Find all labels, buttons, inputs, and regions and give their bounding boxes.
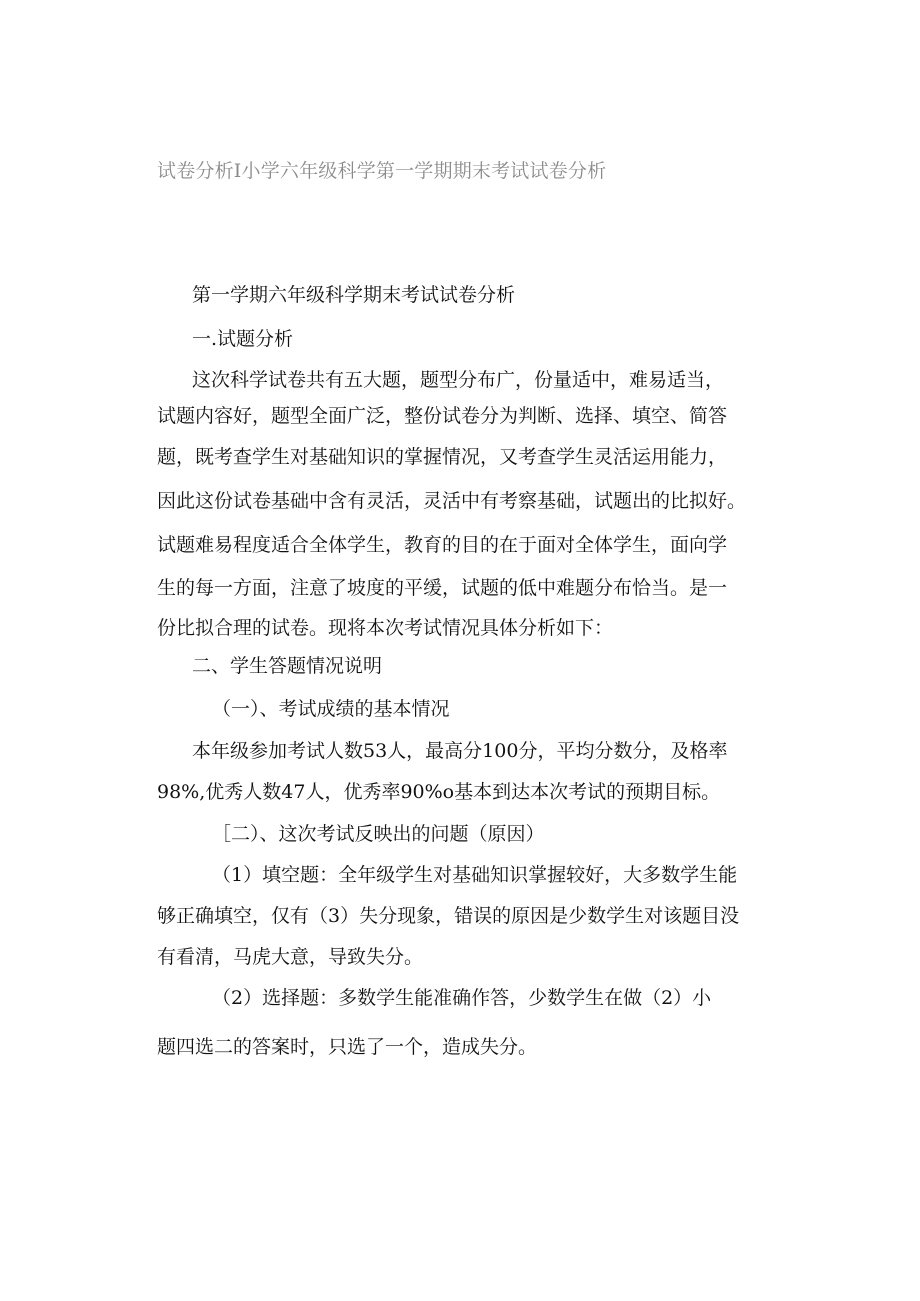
paragraph-line: 有看清，马虎大意，导致失分。 [157,946,424,968]
section-heading: 二、学生答题情况说明 [192,655,383,677]
paragraph-line: 这次科学试卷共有五大题，题型分布广，份量适中，难易适当， [192,369,725,391]
document-title: 试卷分析Ι小学六年级科学第一学期期末考试试卷分析 [157,160,607,182]
paragraph-line: 够正确填空，仅有（3）失分现象，错误的原因是少数学生对该题目没 [157,905,740,927]
paragraph-line: 98%,优秀人数47人，优秀率90%o基本到达本次考试的预期目标。 [157,781,721,803]
paragraph-line: 因此这份试卷基础中含有灵活，灵活中有考察基础，试题出的比拟好。 [157,490,747,512]
paragraph-line: 题四选二的答案时，只选了一个，造成失分。 [157,1036,538,1058]
paragraph-line: 题，既考查学生对基础知识的掌握情况，又考查学生灵活运用能力， [157,446,728,468]
paragraph-line: 试题内容好，题型全面广泛，整份试卷分为判断、选择、填空、简答 [157,405,728,427]
paragraph-line: （2）选择题：多数学生能准确作答，少数学生在做（2）小 [212,987,712,1009]
paragraph-line: （1）填空题：全年级学生对基础知识掌握较好，大多数学生能 [212,864,738,886]
paragraph-line: 份比拟合理的试卷。现将本次考试情况具体分析如下： [157,617,614,639]
paragraph-line: 试题难易程度适合全体学生，教育的目的在于面对全体学生，面向学 [157,534,728,556]
paragraph-line: 本年级参加考试人数53人，最高分100分，平均分数分，及格率 [192,740,728,762]
section-heading: 一.试题分析 [192,328,294,350]
subsection-heading: ［二）、这次考试反映出的问题（原因） [212,823,545,845]
section-heading: 第一学期六年级科学期末考试试卷分析 [192,284,516,306]
subsection-heading: （一）、考试成绩的基本情况 [212,698,450,720]
paragraph-line: 生的每一方面，注意了坡度的平缓，试题的低中难题分布恰当。是一 [157,577,728,599]
